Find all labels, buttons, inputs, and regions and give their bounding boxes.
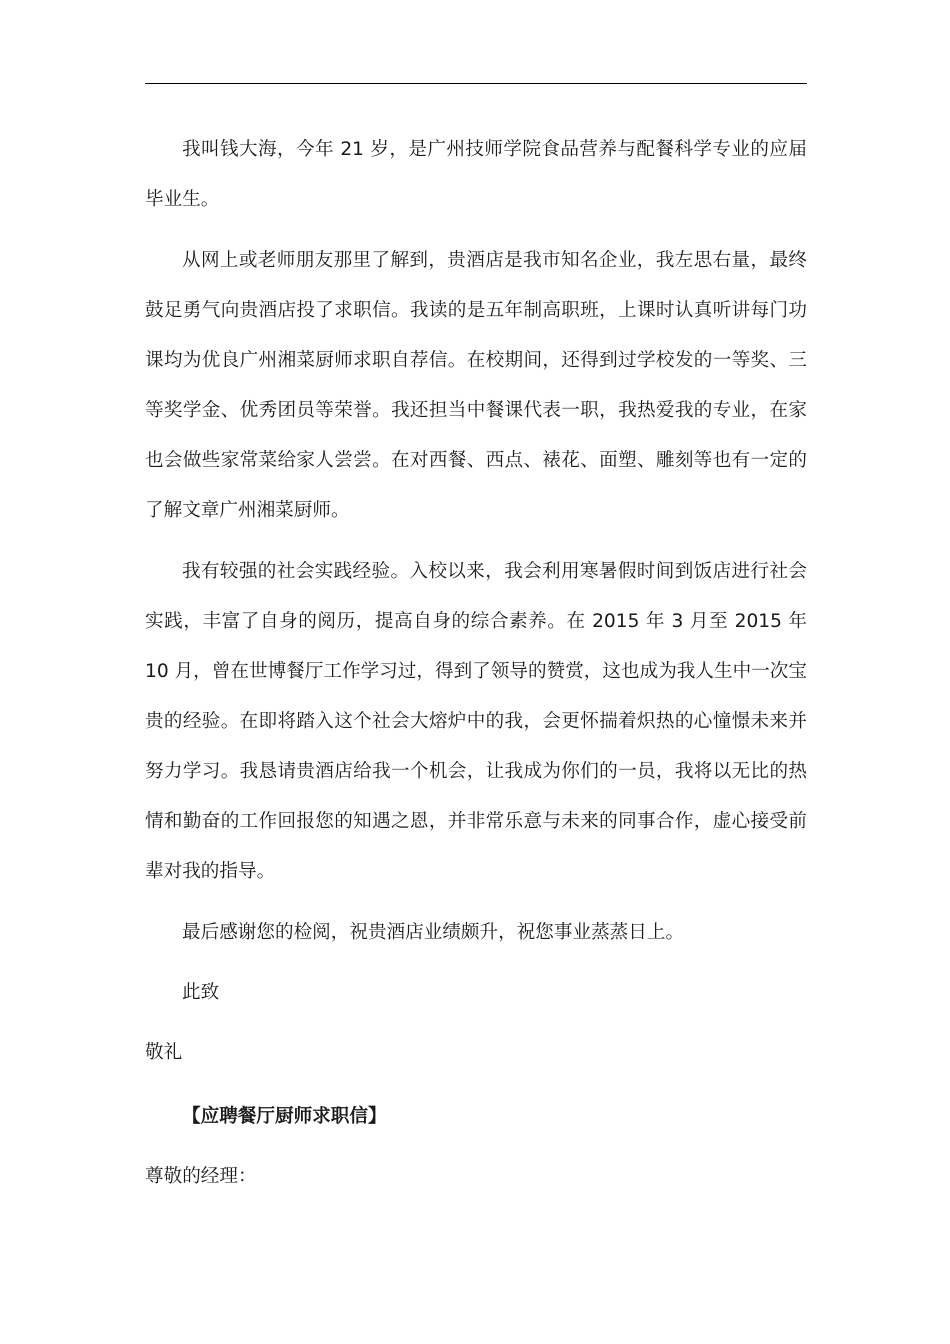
- salutation: 尊敬的经理：: [145, 1166, 257, 1187]
- header-rule: [145, 83, 807, 84]
- paragraph-education: 从网上或老师朋友那里了解到，贵酒店是我市知名企业，我左思右量，最终鼓足勇气向贵酒店投了求职信。我读的是五年制高职班，上课时认真听讲每门功课均为优良广州湘菜厨师求职自荐信。在校期间，还得到过学校发的一等奖、三等奖学金、优秀团员等荣誉。我还担当中餐课代表一职，我热爱我的专业，在家也会做些家常菜给家人尝尝。在对西餐、西点、裱花、面塑、雕刻等也有一定的了解文章广州湘菜厨师。: [145, 250, 807, 521]
- paragraph-experience: 我有较强的社会实践经验。入校以来，我会利用寒暑假时间到饭店进行社会实践，丰富了自身的阅历，提高自身的综合素养。在 2015 年 3 月至 2015 年 10 月，曾在世博餐厅工作学习过，得到了领导的赞赏，这也成为我人生中一次宝贵的经验。在即将踏入这个社会大熔炉中的我，会更怀揣着炽热的心憧憬未来并努力学习。我恳请贵酒店给我一个机会，让我成为你们的一员，我将以无比的热情和勤奋的工作回报您的知遇之恩，并非常乐意与未来的同事合作，虚心接受前辈对我的指导。: [145, 561, 807, 882]
- letter-body: [145, 125, 807, 1202]
- paragraph-introduction: 我叫钱大海，今年 21 岁，是广州技师学院食品营养与配餐科学专业的应届毕业生。: [145, 139, 807, 210]
- closing-jingli: 敬礼: [145, 1042, 183, 1063]
- section-heading: 【应聘餐厅厨师求职信】: [182, 1106, 387, 1127]
- paragraph-thanks: 最后感谢您的检阅，祝贵酒店业绩颇升，祝您事业蒸蒸日上。: [182, 922, 685, 943]
- closing-cizhi: 此致: [182, 982, 220, 1003]
